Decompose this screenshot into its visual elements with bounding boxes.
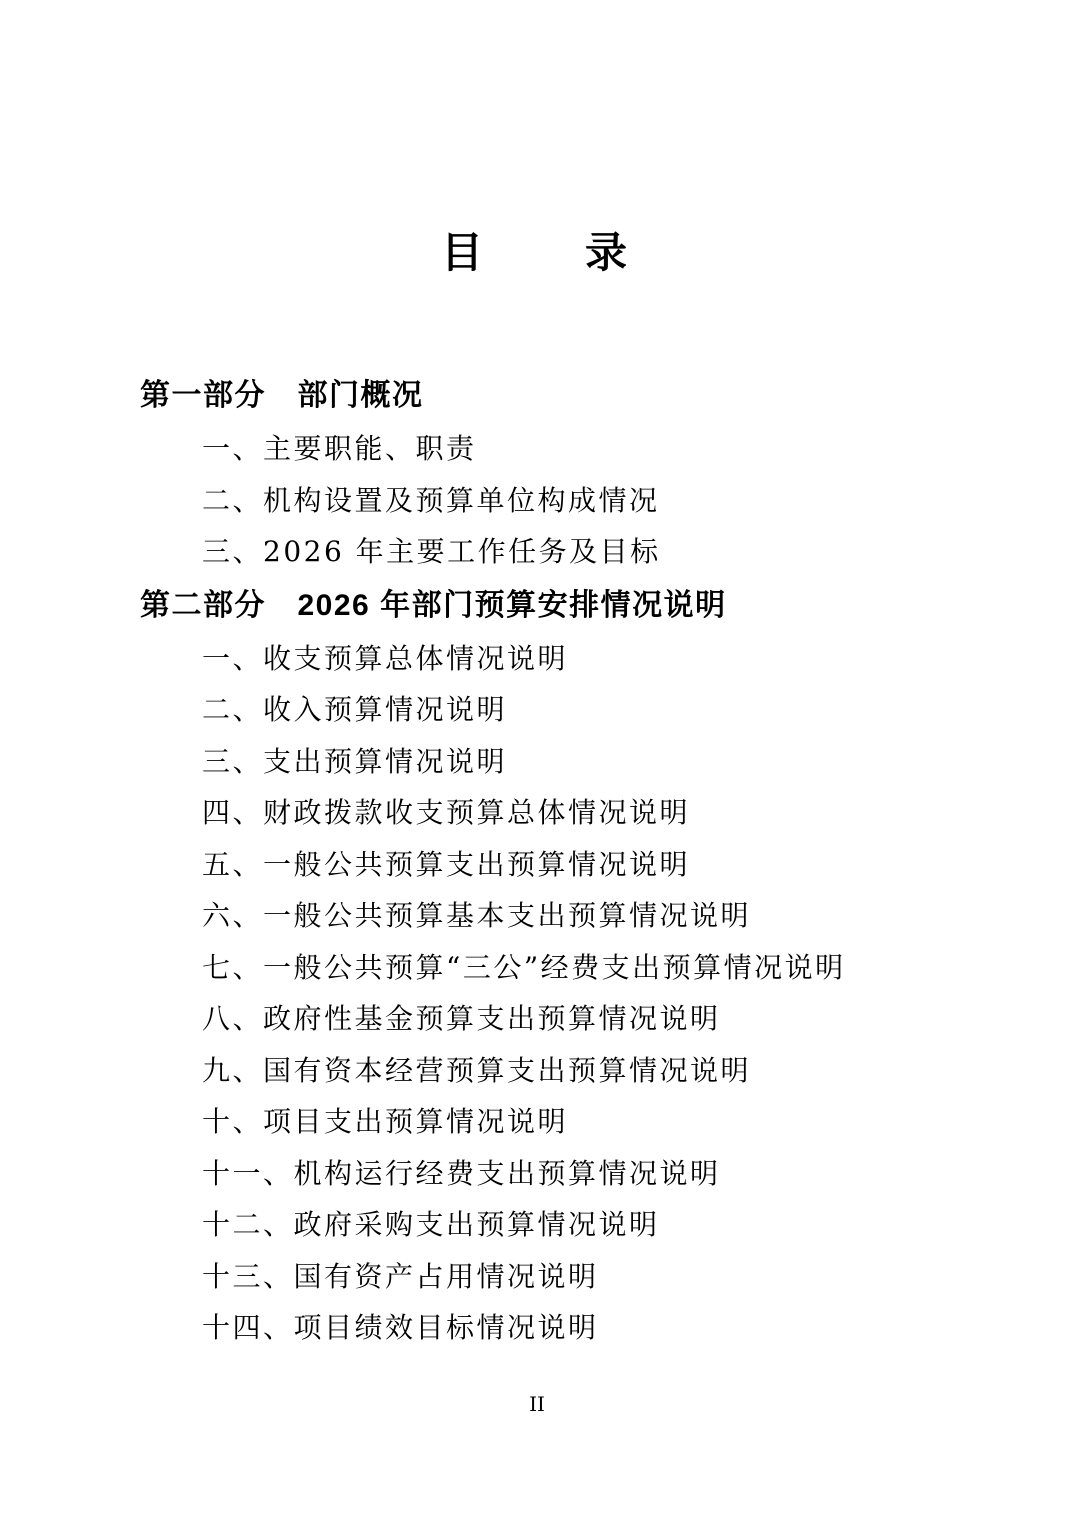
toc-item-part2-4: 四、财政拨款收支预算总体情况说明 [202, 796, 691, 829]
toc-item-part2-8: 八、政府性基金预算支出预算情况说明 [202, 1002, 721, 1035]
toc-item-part2-13: 十三、国有资产占用情况说明 [202, 1259, 599, 1293]
toc-item-part2-14: 十四、项目绩效目标情况说明 [202, 1311, 599, 1344]
toc-item-part2-1: 一、收支预算总体情况说明 [202, 641, 569, 675]
toc-item-part1-1: 一、主要职能、职责 [202, 432, 477, 465]
toc-item-part2-6: 六、一般公共预算基本支出预算情况说明 [202, 899, 752, 932]
toc-item-part2-3: 三、支出预算情况说明 [202, 744, 508, 778]
toc-item-part2-10: 十、项目支出预算情况说明 [202, 1105, 569, 1138]
page-number: II [529, 1392, 545, 1416]
toc-item-part2-5: 五、一般公共预算支出预算情况说明 [202, 847, 691, 881]
section-heading-part-1: 第一部分 部门概况 [140, 379, 424, 412]
toc-item-part2-7: 七、一般公共预算“三公”经费支出预算情况说明 [202, 950, 846, 984]
toc-item-part2-11: 十一、机构运行经费支出预算情况说明 [202, 1156, 721, 1190]
toc-item-part1-2: 二、机构设置及预算单位构成情况 [202, 483, 660, 517]
toc-item-part1-3: 三、2026 年主要工作任务及目标 [202, 535, 661, 568]
toc-item-part2-12: 十二、政府采购支出预算情况说明 [202, 1208, 660, 1241]
toc-item-part2-2: 二、收入预算情况说明 [202, 693, 508, 726]
section-heading-part-2: 第二部分 2026 年部门预算安排情况说明 [140, 588, 727, 622]
toc-item-part2-9: 九、国有资本经营预算支出预算情况说明 [202, 1053, 752, 1087]
table-of-contents [0, 368, 1074, 1354]
toc-title: 目 录 [440, 228, 633, 277]
